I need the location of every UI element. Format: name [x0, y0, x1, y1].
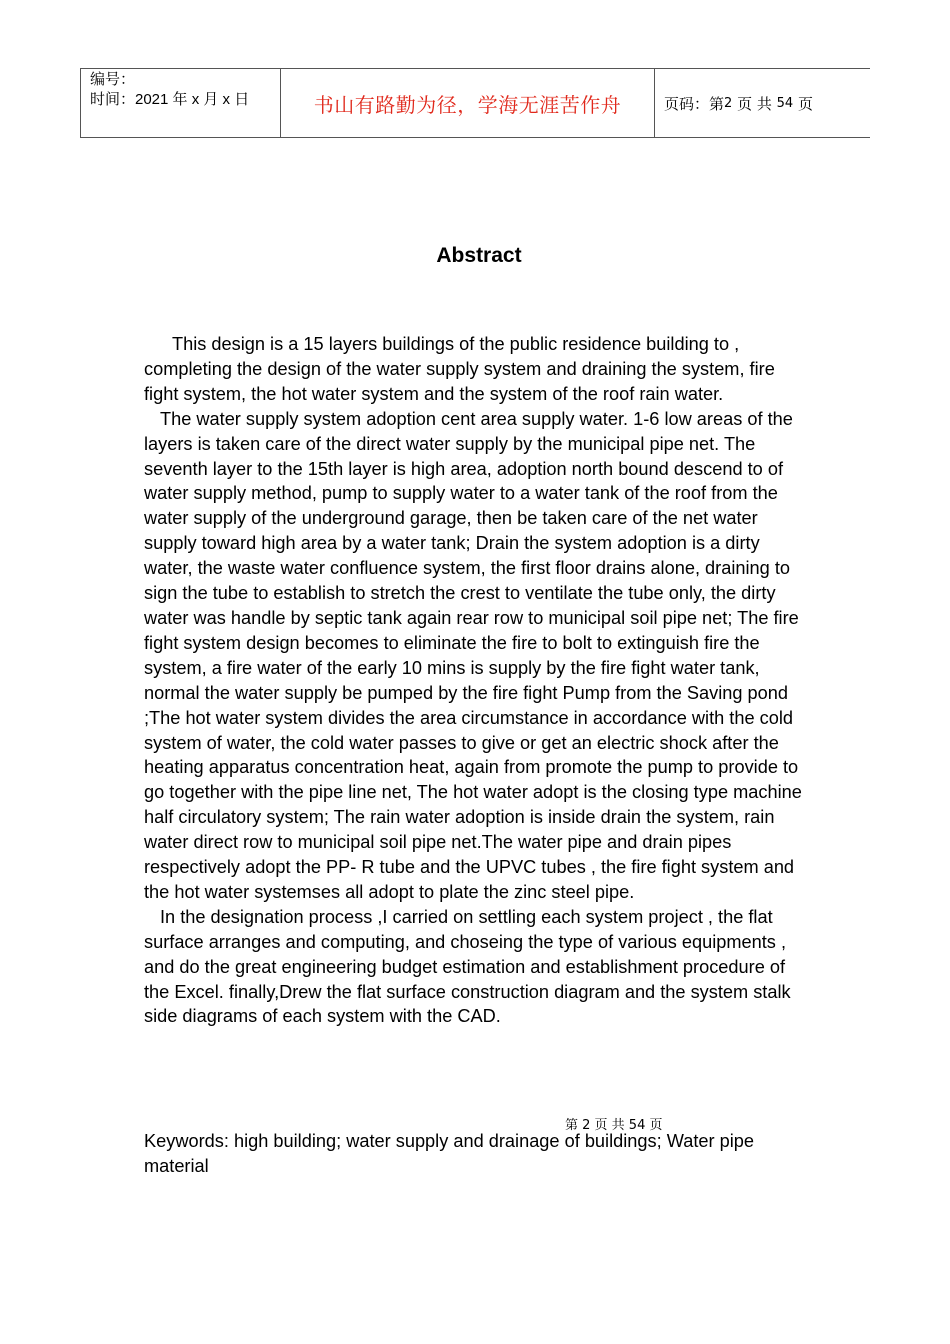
number-label: 编号：	[90, 71, 136, 88]
document-header	[80, 68, 870, 138]
page-suffix: 页	[797, 94, 813, 113]
abstract-paragraph: In the designation process ,I carried on settling each system project , the flat surface arranges and computing, and choseing the type of various equipments , and do the great engineering budget estimation and establishment procedure of the Excel. finally,Drew the flat surface construction diagram and the system stalk side diagrams of each system with the CAD.	[144, 906, 791, 1027]
footer-page-number: 第 2 页 共 54 页	[565, 1118, 663, 1133]
time-label: 时间：2021 年 x 月 x 日	[90, 91, 250, 108]
abstract-paragraph: The water supply system adoption cent area supply water. 1-6 low areas of the layers is taken care of the direct water supply by the municipal pipe net. The seventh layer to the 15th layer is high area, adoption north bound descend to of water supply method, pump to supply water to a water tank of the roof from the water supply of the underground garage, then be taken care of the net water supply toward high area by a water tank; Drain the system adoption is a dirty water, the waste water confluence system, the first floor drains alone, draining to sign the tube to establish to stretch the crest to ventilate the tube only, the dirty water was handle by septic tank again rear row to municipal soil pipe net; The fire fight system design becomes to eliminate the fire to bolt to extinguish fire the system, a fire water of the early 10 mins is supply by the fire fight water tank, normal the water supply be pumped by the fire fight Pump from the Saving pond ;The hot water system divides the area circumstance in accordance with the cold system of water, the cold water passes to give or get an electric shock after the heating apparatus concentration heat, again from promote the pump to provide to go together with the pipe line net, The hot water adopt is the closing type machine half circulatory system; The rain water adoption is inside drain the system, rain water direct row to municipal soil pipe net.The water pipe and drain pipes respectively adopt the PP- R tube and the UPVC tubes , the fire fight system and the hot water systemses all adopt to plate the zinc steel pipe.	[144, 408, 802, 902]
motto-text: 书山有路勤为径，学海无涯苦作舟	[313, 92, 622, 117]
page-prefix: 页码：第	[664, 94, 725, 113]
page-total: 54	[776, 95, 794, 111]
header-meta-cell	[80, 69, 281, 137]
abstract-body	[144, 332, 809, 1029]
keywords: Keywords: high building; water supply and drainage of buildings; Water pipe material	[144, 1131, 754, 1176]
page-mid: 页 共	[737, 94, 772, 113]
page-title: Abstract	[436, 244, 522, 267]
header-page-cell	[655, 69, 870, 137]
header-motto-cell	[281, 69, 655, 137]
abstract-paragraph: This design is a 15 layers buildings of the public residence building to , completing the design of the water supply system and draining the system, fire fight system, the hot water system and the system of the roof rain water.	[144, 334, 775, 404]
page-current: 2	[724, 95, 733, 111]
